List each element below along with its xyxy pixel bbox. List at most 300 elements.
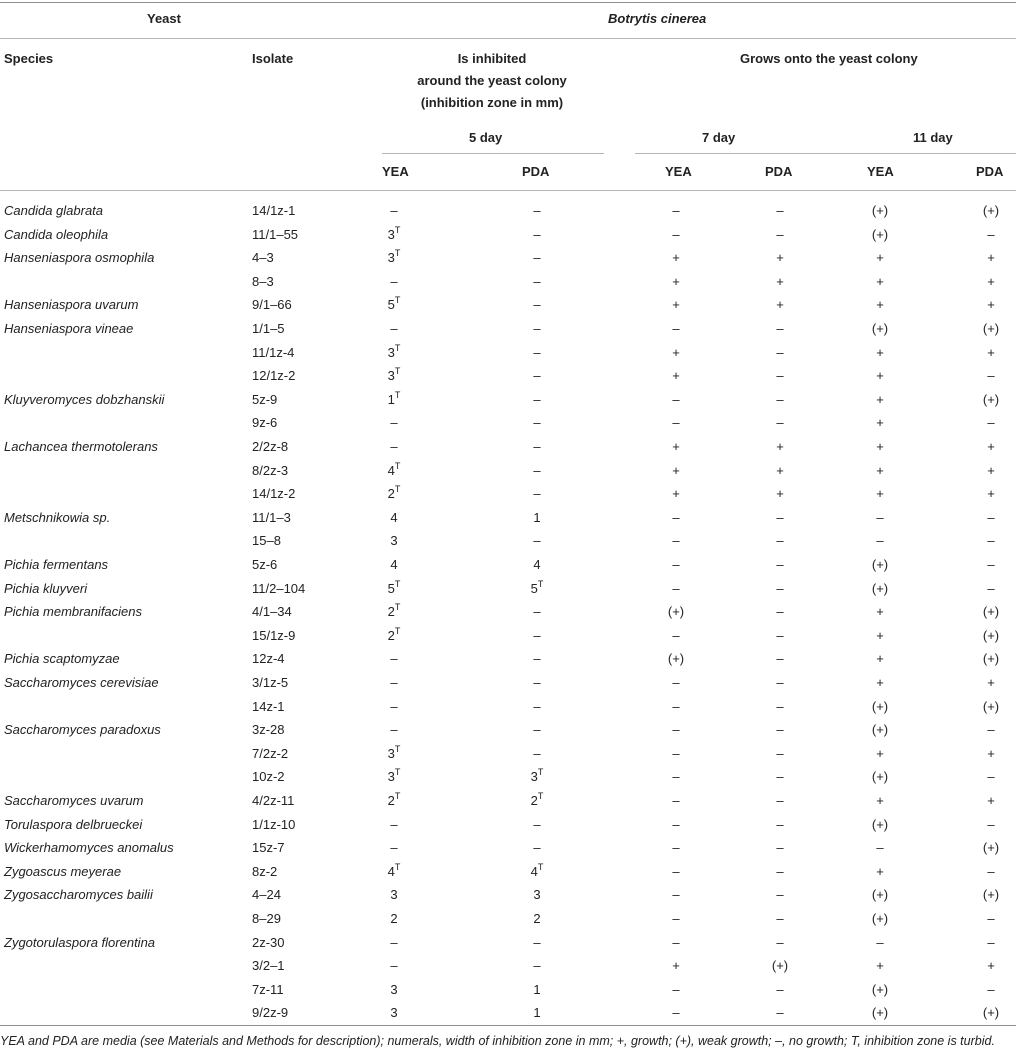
value-7day-pda: + [776, 297, 784, 312]
value-5day-pda: – [533, 392, 541, 407]
turbid-mark: T [394, 343, 401, 353]
species-cell: Pichia scaptomyzae [4, 651, 120, 666]
value-7day-pda: – [776, 722, 784, 737]
isolate-cell: 3/2–1 [252, 958, 285, 973]
isolate-cell: 14z-1 [252, 699, 285, 714]
value-7day-yea: (+) [667, 604, 685, 619]
header-rule-2 [0, 190, 1016, 191]
value-7day-yea: – [672, 887, 680, 902]
value-7day-pda: + [776, 463, 784, 478]
species-cell: Candida oleophila [4, 227, 109, 242]
value-7day-yea: – [672, 203, 680, 218]
value-7day-pda: – [776, 533, 784, 548]
value-11day-yea: – [876, 840, 884, 855]
value-7day-pda: – [776, 345, 784, 360]
value-7day-pda: (+) [771, 958, 789, 973]
isolate-cell: 4–24 [252, 887, 281, 902]
value-11day-pda: (+) [982, 1005, 1000, 1020]
value-7day-pda: – [776, 887, 784, 902]
turbid-mark: T [394, 484, 401, 494]
value-7day-pda: – [776, 699, 784, 714]
value-11day-yea: (+) [871, 1005, 889, 1020]
value-5day-yea: $4^T$ [387, 461, 401, 478]
value-7day-yea: – [672, 227, 680, 242]
value-11day-pda: + [987, 793, 995, 808]
value-7day-pda: – [776, 911, 784, 926]
value-5day-pda: 3 [533, 887, 541, 902]
species-cell: Saccharomyces cerevisiae [4, 675, 159, 690]
value-11day-pda: (+) [982, 840, 1000, 855]
value-5day-pda: – [533, 604, 541, 619]
isolate-cell: 15/1z-9 [252, 628, 296, 643]
species-cell: Lachancea thermotolerans [4, 439, 158, 454]
isolate-cell: 1/1–5 [252, 321, 285, 336]
species-cell: Hanseniaspora osmophila [4, 250, 155, 265]
value-7day-pda: – [776, 557, 784, 572]
value-7day-yea: – [672, 722, 680, 737]
value-11day-yea: + [876, 250, 884, 265]
value-11day-yea: + [876, 415, 884, 430]
value-11day-yea: + [876, 463, 884, 478]
value-7day-yea: – [672, 675, 680, 690]
value-11day-pda: + [987, 463, 995, 478]
value-5day-yea: $3^T$ [387, 366, 401, 383]
day5-header: 5 day [469, 130, 503, 145]
value-7day-pda: – [776, 793, 784, 808]
value-7day-yea: + [672, 297, 680, 312]
value-11day-yea: + [876, 746, 884, 761]
value-11day-pda: – [987, 722, 995, 737]
species-cell: Zygosaccharomyces bailii [4, 887, 153, 902]
value-7day-pda: – [776, 1005, 784, 1020]
isolate-cell: 15–8 [252, 533, 281, 548]
turbid-mark: T [394, 366, 401, 376]
value-7day-pda: – [776, 368, 784, 383]
value-7day-pda: – [776, 203, 784, 218]
turbid-mark: T [394, 579, 401, 589]
value-5day-pda: – [533, 250, 541, 265]
isolate-cell: 4/1–34 [252, 604, 292, 619]
species-cell: Hanseniaspora vineae [4, 321, 134, 336]
value-11day-pda: – [987, 368, 995, 383]
value-7day-yea: + [672, 250, 680, 265]
value-11day-pda: + [987, 675, 995, 690]
value-7day-yea: – [672, 982, 680, 997]
value-7day-yea: – [672, 510, 680, 525]
col-7day-pda: PDA [765, 164, 793, 179]
value-5day-yea: $2^T$ [387, 791, 401, 808]
value-11day-yea: (+) [871, 982, 889, 997]
subheader-rule-5day [382, 153, 604, 154]
value-7day-pda: – [776, 651, 784, 666]
turbid-mark: T [537, 862, 544, 872]
value-5day-pda: – [533, 675, 541, 690]
value-11day-yea: (+) [871, 722, 889, 737]
isolate-cell: 1/1z-10 [252, 817, 296, 832]
value-5day-yea: $5^T$ [387, 295, 401, 312]
value-11day-yea: – [876, 510, 884, 525]
value-7day-pda: – [776, 628, 784, 643]
value-5day-yea: $2^T$ [387, 626, 401, 643]
value-5day-pda: – [533, 439, 541, 454]
value-11day-yea: + [876, 651, 884, 666]
value-11day-yea: + [876, 628, 884, 643]
value-7day-yea: – [672, 864, 680, 879]
value-11day-yea: + [876, 439, 884, 454]
species-cell: Kluyveromyces dobzhanskii [4, 392, 165, 407]
isolate-cell: 7z-11 [252, 982, 284, 997]
value-5day-yea: – [390, 651, 398, 666]
value-7day-yea: – [672, 699, 680, 714]
turbid-mark: T [537, 767, 544, 777]
value-11day-pda: – [987, 415, 995, 430]
value-11day-pda: (+) [982, 604, 1000, 619]
value-11day-yea: + [876, 392, 884, 407]
value-5day-yea: – [390, 415, 398, 430]
species-cell: Torulaspora delbrueckei [4, 817, 143, 832]
value-5day-yea: – [390, 817, 398, 832]
turbid-mark: T [537, 579, 544, 589]
value-11day-yea: + [876, 604, 884, 619]
isolate-cell: 4–3 [252, 250, 274, 265]
value-5day-pda: 1 [533, 982, 541, 997]
value-7day-yea: + [672, 486, 680, 501]
value-7day-pda: + [776, 274, 784, 289]
value-5day-yea: $2^T$ [387, 484, 401, 501]
value-7day-pda: – [776, 817, 784, 832]
value-5day-yea: 4 [390, 510, 398, 525]
value-11day-pda: – [987, 982, 995, 997]
value-11day-yea: + [876, 368, 884, 383]
value-5day-pda: – [533, 722, 541, 737]
value-11day-pda: – [987, 911, 995, 926]
species-cell: Candida glabrata [4, 203, 104, 218]
value-11day-yea: (+) [871, 817, 889, 832]
value-5day-pda: $2^T$ [530, 791, 544, 808]
value-5day-yea: – [390, 935, 398, 950]
value-5day-yea: $4^T$ [387, 862, 401, 879]
day7-header: 7 day [702, 130, 736, 145]
value-5day-pda: 2 [533, 911, 541, 926]
value-7day-pda: + [776, 250, 784, 265]
value-5day-yea: – [390, 274, 398, 289]
top-rule [0, 2, 1016, 3]
species-cell: Saccharomyces uvarum [4, 793, 144, 808]
turbid-mark: T [394, 744, 401, 754]
value-11day-pda: – [987, 864, 995, 879]
turbid-mark: T [394, 626, 401, 636]
value-11day-yea: (+) [871, 887, 889, 902]
value-5day-yea: – [390, 321, 398, 336]
value-7day-yea: – [672, 935, 680, 950]
isolate-cell: 5z-6 [252, 557, 278, 572]
value-11day-pda: – [987, 581, 995, 596]
value-11day-yea: + [876, 793, 884, 808]
turbid-mark: T [394, 767, 401, 777]
species-cell: Wickerhamomyces anomalus [4, 840, 174, 855]
isolate-cell: 11/1z-4 [252, 345, 295, 360]
value-5day-yea: $2^T$ [387, 602, 401, 619]
value-11day-pda: + [987, 345, 995, 360]
isolate-cell: 3/1z-5 [252, 675, 289, 690]
isolate-cell: 2/2z-8 [252, 439, 289, 454]
value-5day-yea: $3^T$ [387, 767, 401, 784]
value-5day-pda: – [533, 533, 541, 548]
day11-header: 11 day [913, 130, 953, 145]
value-7day-pda: – [776, 415, 784, 430]
value-7day-yea: – [672, 628, 680, 643]
col-7day-yea: YEA [665, 164, 692, 179]
value-11day-yea: + [876, 345, 884, 360]
value-7day-yea: – [672, 321, 680, 336]
species-cell: Hanseniaspora uvarum [4, 297, 139, 312]
value-11day-yea: (+) [871, 581, 889, 596]
isolate-cell: 15z-7 [252, 840, 285, 855]
value-5day-pda: – [533, 274, 541, 289]
inhibited-header-line3: (inhibition zone in mm) [420, 95, 564, 110]
isolate-cell: 10z-2 [252, 769, 285, 784]
value-11day-pda: + [987, 274, 995, 289]
value-5day-pda: – [533, 297, 541, 312]
value-7day-pda: – [776, 746, 784, 761]
value-5day-yea: 4 [390, 557, 398, 572]
value-5day-yea: $1^T$ [387, 390, 401, 407]
value-5day-pda: – [533, 651, 541, 666]
value-11day-pda: + [987, 746, 995, 761]
value-7day-yea: – [672, 769, 680, 784]
isolate-cell: 12z-4 [252, 651, 285, 666]
isolate-cell: 11/1–3 [252, 510, 291, 525]
col-5day-pda: PDA [522, 164, 550, 179]
value-5day-yea: $5^T$ [387, 579, 401, 596]
footnote: YEA and PDA are media (see Materials and Methods for description); numerals, width of inhibition zone in mm; +, growth; (+), weak growth; –, no growth; T, inhibition zone is turbid. [0, 1034, 995, 1048]
value-5day-yea: $3^T$ [387, 248, 401, 265]
isolate-cell: 9z-6 [252, 415, 278, 430]
turbid-mark: T [394, 248, 401, 258]
value-7day-yea: – [672, 581, 680, 596]
value-11day-yea: + [876, 297, 884, 312]
value-7day-yea: + [672, 958, 680, 973]
value-11day-yea: (+) [871, 911, 889, 926]
value-7day-yea: – [672, 1005, 680, 1020]
value-11day-yea: + [876, 675, 884, 690]
value-5day-pda: – [533, 628, 541, 643]
isolate-cell: 8z-2 [252, 864, 278, 879]
value-11day-yea: (+) [871, 227, 889, 242]
value-7day-pda: – [776, 227, 784, 242]
value-5day-yea: $3^T$ [387, 225, 401, 242]
value-5day-yea: 3 [390, 1005, 398, 1020]
value-5day-pda: – [533, 746, 541, 761]
value-5day-yea: – [390, 958, 398, 973]
value-5day-pda: – [533, 345, 541, 360]
value-11day-pda: (+) [982, 651, 1000, 666]
value-11day-yea: + [876, 958, 884, 973]
value-5day-yea: – [390, 203, 398, 218]
value-7day-pda: – [776, 982, 784, 997]
value-5day-pda: – [533, 840, 541, 855]
value-11day-pda: (+) [982, 699, 1000, 714]
value-11day-pda: – [987, 510, 995, 525]
value-7day-pda: – [776, 510, 784, 525]
value-5day-yea: $3^T$ [387, 744, 401, 761]
yeast-header: Yeast [147, 11, 181, 26]
value-11day-yea: (+) [871, 321, 889, 336]
value-5day-yea: 2 [390, 911, 398, 926]
isolate-cell: 14/1z-1 [252, 203, 296, 218]
value-5day-pda: – [533, 203, 541, 218]
value-5day-pda: – [533, 415, 541, 430]
value-11day-pda: – [987, 817, 995, 832]
value-7day-pda: – [776, 392, 784, 407]
col-11day-yea: YEA [867, 164, 894, 179]
value-5day-pda: 1 [533, 1005, 541, 1020]
value-5day-yea: $3^T$ [387, 343, 401, 360]
value-5day-pda: – [533, 935, 541, 950]
value-7day-yea: – [672, 746, 680, 761]
value-11day-yea: + [876, 486, 884, 501]
value-7day-pda: + [776, 439, 784, 454]
value-5day-pda: $4^T$ [530, 862, 544, 879]
value-7day-yea: + [672, 368, 680, 383]
turbid-mark: T [537, 791, 544, 801]
value-11day-pda: + [987, 250, 995, 265]
col-11day-pda: PDA [976, 164, 1004, 179]
value-5day-pda: $3^T$ [530, 767, 544, 784]
value-11day-pda: + [987, 297, 995, 312]
inhibited-header-line1: Is inhibited [457, 51, 527, 66]
value-7day-yea: + [672, 274, 680, 289]
species-cell: Pichia membranifaciens [4, 604, 143, 619]
value-5day-yea: – [390, 675, 398, 690]
value-5day-pda: – [533, 958, 541, 973]
value-7day-yea: – [672, 533, 680, 548]
value-5day-yea: 3 [390, 887, 398, 902]
value-5day-pda: $5^T$ [530, 579, 544, 596]
value-7day-yea: (+) [667, 651, 685, 666]
isolate-cell: 11/2–104 [252, 581, 306, 596]
isolate-cell: 7/2z-2 [252, 746, 289, 761]
value-5day-pda: – [533, 817, 541, 832]
botrytis-header: Botrytis cinerea [608, 11, 707, 26]
value-7day-yea: – [672, 392, 680, 407]
isolate-cell: 9/1–66 [252, 297, 292, 312]
value-11day-yea: (+) [871, 557, 889, 572]
species-cell: Metschnikowia sp. [4, 510, 111, 525]
isolate-cell: 8–29 [252, 911, 281, 926]
value-11day-pda: – [987, 533, 995, 548]
bottom-rule [0, 1025, 1016, 1026]
value-5day-yea: – [390, 699, 398, 714]
value-7day-pda: – [776, 675, 784, 690]
value-11day-yea: (+) [871, 769, 889, 784]
value-11day-pda: (+) [982, 203, 1000, 218]
value-11day-yea: + [876, 274, 884, 289]
value-7day-pda: – [776, 935, 784, 950]
isolate-cell: 11/1–55 [252, 227, 299, 242]
species-cell: Pichia kluyveri [4, 581, 88, 596]
value-11day-yea: (+) [871, 203, 889, 218]
value-11day-pda: + [987, 958, 995, 973]
value-11day-pda: + [987, 439, 995, 454]
value-5day-pda: – [533, 699, 541, 714]
col-5day-yea: YEA [382, 164, 409, 179]
value-7day-yea: + [672, 463, 680, 478]
value-5day-pda: 4 [533, 557, 541, 572]
value-11day-pda: – [987, 935, 995, 950]
value-5day-pda: – [533, 463, 541, 478]
value-7day-yea: – [672, 840, 680, 855]
grows-header: Grows onto the yeast colony [740, 51, 918, 66]
value-5day-yea: – [390, 439, 398, 454]
value-5day-pda: – [533, 368, 541, 383]
value-5day-pda: – [533, 227, 541, 242]
value-7day-yea: – [672, 557, 680, 572]
turbid-mark: T [394, 295, 401, 305]
value-7day-pda: – [776, 581, 784, 596]
inhibited-header-line2: around the yeast colony [417, 73, 567, 88]
turbid-mark: T [394, 461, 401, 471]
turbid-mark: T [394, 862, 401, 872]
isolate-cell: 3z-28 [252, 722, 285, 737]
value-7day-yea: + [672, 345, 680, 360]
species-cell: Zygoascus meyerae [4, 864, 122, 879]
value-11day-yea: (+) [871, 699, 889, 714]
isolate-cell: 2z-30 [252, 935, 285, 950]
value-7day-pda: + [776, 486, 784, 501]
value-5day-pda: – [533, 321, 541, 336]
header-rule-1 [0, 38, 1016, 39]
isolate-cell: 4/2z-11 [252, 793, 295, 808]
value-5day-yea: 3 [390, 533, 398, 548]
species-header: Species [4, 51, 54, 66]
isolate-cell: 12/1z-2 [252, 368, 296, 383]
isolate-cell: 9/2z-9 [252, 1005, 289, 1020]
value-11day-yea: – [876, 935, 884, 950]
value-5day-pda: 1 [533, 510, 541, 525]
isolate-cell: 5z-9 [252, 392, 278, 407]
isolate-cell: 8–3 [252, 274, 274, 289]
isolate-cell: 14/1z-2 [252, 486, 296, 501]
value-11day-pda: – [987, 227, 995, 242]
turbid-mark: T [394, 791, 401, 801]
value-11day-pda: + [987, 486, 995, 501]
value-7day-yea: – [672, 793, 680, 808]
value-7day-yea: + [672, 439, 680, 454]
value-11day-pda: – [987, 557, 995, 572]
value-5day-yea: – [390, 722, 398, 737]
value-11day-pda: (+) [982, 628, 1000, 643]
species-cell: Pichia fermentans [4, 557, 109, 572]
value-7day-pda: – [776, 864, 784, 879]
species-cell: Zygotorulaspora florentina [4, 935, 156, 950]
species-cell: Saccharomyces paradoxus [4, 722, 161, 737]
value-11day-pda: (+) [982, 392, 1000, 407]
value-7day-pda: – [776, 769, 784, 784]
isolate-header: Isolate [252, 51, 294, 66]
value-7day-yea: – [672, 415, 680, 430]
value-7day-pda: – [776, 604, 784, 619]
value-11day-yea: + [876, 864, 884, 879]
value-11day-yea: – [876, 533, 884, 548]
value-7day-pda: – [776, 840, 784, 855]
value-11day-pda: (+) [982, 321, 1000, 336]
turbid-mark: T [394, 390, 401, 400]
value-7day-yea: – [672, 911, 680, 926]
turbid-mark: T [394, 225, 401, 235]
subheader-rule-7-11day [635, 153, 1016, 154]
value-11day-pda: (+) [982, 887, 1000, 902]
